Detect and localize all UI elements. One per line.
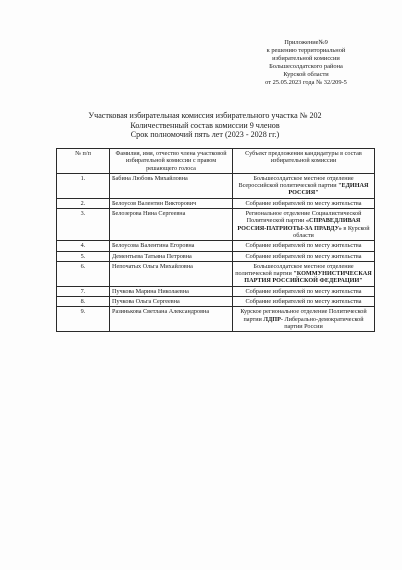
header-subject: Субъект предложения кандидатуры в состав избирательной комиссии bbox=[233, 149, 375, 174]
table-row bbox=[57, 173, 375, 198]
heading-term: Срок полномочий пять лет (2023 - 2028 гг.) bbox=[130, 130, 280, 140]
table-row bbox=[57, 261, 375, 286]
party-name: "ЕДИНАЯ РОССИЯ" bbox=[288, 182, 369, 197]
row-number: 1. bbox=[57, 173, 110, 198]
document-heading bbox=[40, 111, 370, 140]
member-name: Разинькова Светлана Александровна bbox=[110, 307, 233, 332]
member-name: Белоусова Валентина Егоровна bbox=[110, 241, 233, 251]
member-name: Пучкова Ольга Сергеевна bbox=[110, 297, 233, 307]
table-header-row bbox=[57, 149, 375, 174]
table-row bbox=[57, 307, 375, 332]
subject-text: Собрание избирателей по месту жительства bbox=[245, 252, 362, 260]
member-name: Бабина Любовь Михайловна bbox=[110, 173, 233, 198]
row-number: 7. bbox=[57, 286, 110, 296]
table-row bbox=[57, 241, 375, 251]
subject-text: Собрание избирателей по месту жительства bbox=[245, 287, 362, 295]
appendix-line: Курской области bbox=[283, 71, 329, 78]
appendix-line: Большесолдатского района bbox=[269, 63, 343, 70]
row-number: 8. bbox=[57, 297, 110, 307]
row-number: 5. bbox=[57, 251, 110, 261]
table-row bbox=[57, 251, 375, 261]
table-row bbox=[57, 198, 375, 208]
member-name: Пучкова Марина Николаевна bbox=[110, 286, 233, 296]
appendix-block bbox=[236, 39, 376, 87]
row-number: 3. bbox=[57, 209, 110, 241]
appendix-line: избирательной комиссии bbox=[272, 55, 340, 62]
subject-text: Региональное отделение Социалистической Политической партии bbox=[245, 210, 362, 225]
subject-text: Курское региональное отделение Политической партии bbox=[240, 308, 367, 323]
table-row bbox=[57, 209, 375, 241]
nominating-subject bbox=[233, 261, 375, 286]
nominating-subject bbox=[233, 209, 375, 241]
members-table bbox=[56, 148, 375, 332]
nominating-subject bbox=[233, 251, 375, 261]
header-name: Фамилия, имя, отчество члена участковой избирательной комиссии с правом решающего голоса bbox=[110, 149, 233, 174]
subject-text: Большесолдатское местное отделение Всероссийской политической партии bbox=[238, 174, 354, 190]
subject-text: Большесолдатское местное отделение политической партии bbox=[235, 262, 354, 278]
subject-text: Собрание избирателей по месту жительства bbox=[245, 242, 362, 250]
member-name: Дементьева Татьяна Петровна bbox=[110, 251, 233, 261]
row-number: 9. bbox=[57, 307, 110, 332]
nominating-subject bbox=[233, 297, 375, 307]
party-name: ЛДПР- bbox=[263, 315, 283, 323]
party-name: «СПРАВЕДЛИВАЯ РОССИЯ-ПАТРИОТЫ-ЗА ПРАВДУ» bbox=[237, 217, 361, 232]
appendix-line: к решению территориальной bbox=[266, 47, 346, 54]
subject-text: Собрание избирателей по месту жительства bbox=[245, 199, 362, 207]
row-number: 6. bbox=[57, 261, 110, 286]
table-row bbox=[57, 297, 375, 307]
nominating-subject bbox=[233, 286, 375, 296]
appendix-line: от 25.05.2023 года № 32/209-5 bbox=[265, 79, 347, 86]
subject-text: Собрание избирателей по месту жительства bbox=[245, 298, 362, 306]
heading-title: Участковая избирательная комиссия избирательного участка № 202 bbox=[88, 111, 322, 120]
row-number: 2. bbox=[57, 198, 110, 208]
subject-tail: Либерально-демократической партии России bbox=[284, 315, 364, 330]
heading-composition: Количественный состав комиссии 9 членов bbox=[130, 120, 280, 130]
nominating-subject bbox=[233, 173, 375, 198]
nominating-subject bbox=[233, 241, 375, 251]
nominating-subject bbox=[233, 198, 375, 208]
row-number: 4. bbox=[57, 241, 110, 251]
appendix-line: Приложение№9 bbox=[284, 39, 328, 46]
subject-tail: в Курской области bbox=[293, 224, 370, 239]
member-name: Белозерова Нина Сергеевна bbox=[110, 209, 233, 241]
party-name: "КОММУНИСТИЧЕСКАЯ ПАРТИЯ РОССИЙСКОЙ ФЕДЕРАЦИИ" bbox=[244, 270, 372, 285]
member-name: Белоусов Валентин Викторович bbox=[110, 198, 233, 208]
nominating-subject bbox=[233, 307, 375, 332]
member-name: Непочатых Ольга Михайловна bbox=[110, 261, 233, 286]
table-row bbox=[57, 286, 375, 296]
header-number: № п/п bbox=[57, 149, 110, 174]
